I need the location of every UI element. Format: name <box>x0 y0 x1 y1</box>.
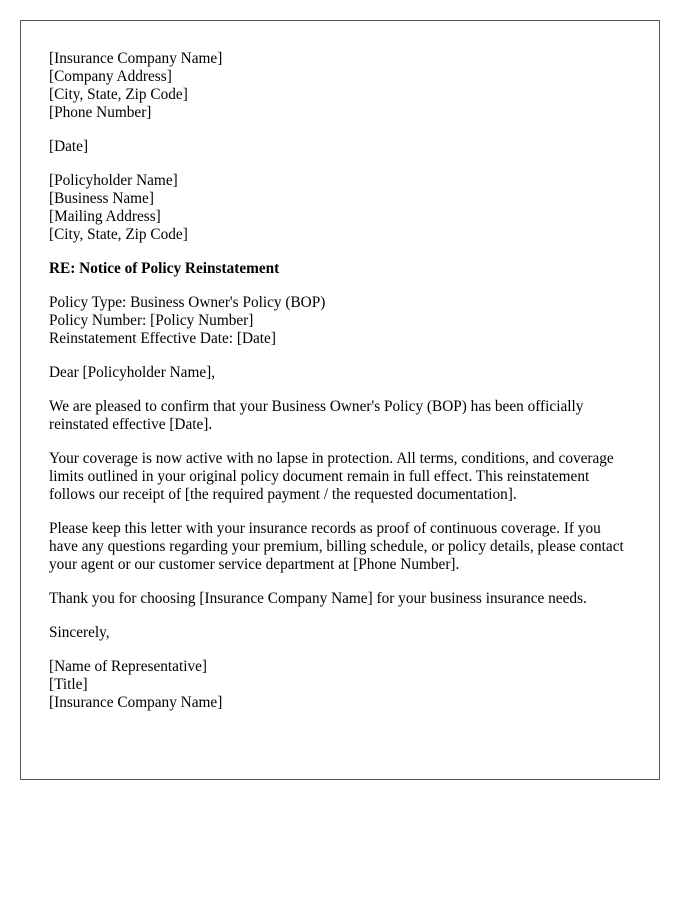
date-block <box>49 138 631 156</box>
policy-details-block <box>49 294 631 348</box>
sender-company-name: [Insurance Company Name] <box>49 50 223 67</box>
closing: Sincerely, <box>49 624 110 641</box>
salutation-block <box>49 364 631 382</box>
sender-company-address: [Company Address] <box>49 68 172 85</box>
signature-title: [Title] <box>49 676 88 693</box>
salutation: Dear [Policyholder Name], <box>49 364 216 381</box>
body-paragraph-thanks: Thank you for choosing [Insurance Company Name] for your business insurance needs. <box>49 590 587 607</box>
signature-name: [Name of Representative] <box>49 658 207 675</box>
closing-block <box>49 624 631 642</box>
signature-block <box>49 658 631 712</box>
recipient-policyholder-name: [Policyholder Name] <box>49 172 178 189</box>
policy-type: Policy Type: Business Owner's Policy (BOP) <box>49 294 326 311</box>
sender-phone: [Phone Number] <box>49 104 152 121</box>
recipient-mailing-address: [Mailing Address] <box>49 208 161 225</box>
body-paragraph-coverage: Your coverage is now active with no lapse in protection. All terms, conditions, and coverage limits outlined in your original policy document remain in full effect. This reinstatement follows our receipt of [the required payment / the requested documentation]. <box>49 450 614 503</box>
body-paragraph-confirmation: We are pleased to confirm that your Business Owner's Policy (BOP) has been officially reinstated effective [Date]. <box>49 398 584 433</box>
letter-page <box>20 20 660 780</box>
sender-city-state-zip: [City, State, Zip Code] <box>49 86 188 103</box>
sender-address-block <box>49 50 631 122</box>
recipient-city-state-zip: [City, State, Zip Code] <box>49 226 188 243</box>
reinstatement-effective-date: Reinstatement Effective Date: [Date] <box>49 330 276 347</box>
body-paragraph-records: Please keep this letter with your insurance records as proof of continuous coverage. If you have any questions regarding your premium, billing schedule, or policy details, please contact your agent or our customer service department at [Phone Number]. <box>49 520 624 573</box>
recipient-address-block <box>49 172 631 244</box>
subject-line: RE: Notice of Policy Reinstatement <box>49 260 280 277</box>
subject-block <box>49 260 631 278</box>
letter-date: [Date] <box>49 138 89 155</box>
policy-number: Policy Number: [Policy Number] <box>49 312 254 329</box>
recipient-business-name: [Business Name] <box>49 190 154 207</box>
signature-company: [Insurance Company Name] <box>49 694 223 711</box>
